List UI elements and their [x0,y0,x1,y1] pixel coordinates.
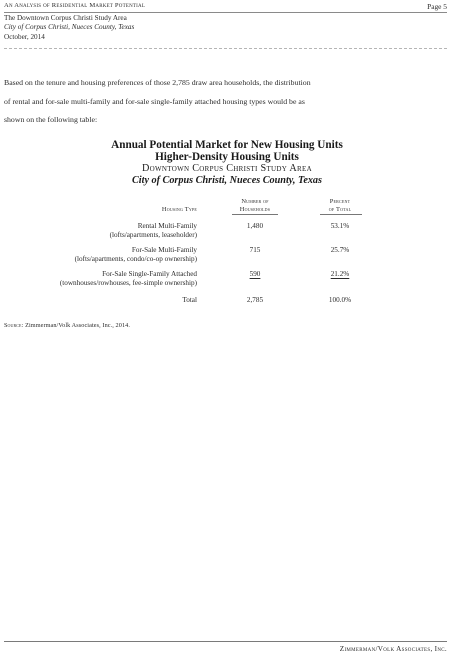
footer-rule [4,641,447,642]
source-label: Source: [4,322,24,329]
households-cell [222,270,288,279]
source-text: Zimmerman/Volk Associates, Inc., 2014. [25,322,130,329]
column-header-housing-type: Housing Type [161,206,197,213]
column-header-percent-line2: of Total [328,205,352,213]
housing-type-detail: (lofts/apartments, condo/co-op ownership) [74,255,197,264]
intro-paragraph [4,74,450,130]
housing-type-name: For-Sale Multi-Family [131,246,197,254]
subhead-place: City of Corpus Christi, Nueces County, Texas [4,23,135,32]
column-header-households [222,198,288,213]
housing-type-detail: (lofts/apartments, leaseholder) [109,231,197,240]
households-value: 590 [249,270,261,278]
subhead-date: October, 2014 [4,32,45,41]
households-header-rule [232,214,278,215]
market-table [22,139,432,304]
households-cell: 715 [249,246,261,254]
percent-cell: 53.1% [330,222,350,230]
column-header-percent-line1: Percent [329,198,351,205]
total-label: Total [182,296,197,304]
housing-type-cell [110,222,197,240]
table-study-area: Downtown Corpus Christi Study Area [142,163,312,174]
source-note [4,322,130,329]
column-header-households-line2: Households [239,205,271,213]
footer-firm: Zimmerman/Volk Associates, Inc. [339,645,447,653]
column-header-households-line1: Number of [241,198,269,205]
subhead-area: The Downtown Corpus Christi Study Area [4,14,127,22]
percent-value: 21.2% [330,270,350,278]
housing-type-cell [60,270,197,288]
housing-type-name: For-Sale Single-Family Attached [102,270,197,278]
households-cell: 1,480 [246,222,264,230]
housing-type-name: Rental Multi-Family [137,222,197,230]
header-rule [4,12,447,13]
subhead-rule [4,48,447,49]
table-place: City of Corpus Christi, Nueces County, Texas [131,175,322,186]
intro-line: Based on the tenure and housing preferences of those 2,785 draw area households, the distribution [4,78,311,87]
percent-header-rule [320,214,362,215]
page-number: Page 5 [427,2,447,11]
table-subtitle: Higher-Density Housing Units [155,150,299,163]
percent-cell: 25.7% [330,246,350,254]
intro-line: of rental and for-sale multi-family and for-sale single-family attached housing types would be as [4,96,305,106]
housing-type-cell [75,246,197,264]
intro-line: shown on the following table: [4,115,98,124]
report-title: An Analysis of Residential Market Potential [4,2,146,9]
table-title: Annual Potential Market for New Housing Units [111,139,343,151]
total-households: 2,785 [246,296,264,304]
study-area-subhead [4,14,134,42]
column-header-percent [310,198,370,213]
housing-type-detail: (townhouses/rowhouses, fee-simple ownership) [59,279,197,288]
total-percent: 100.0% [328,296,352,304]
percent-cell [310,270,370,279]
